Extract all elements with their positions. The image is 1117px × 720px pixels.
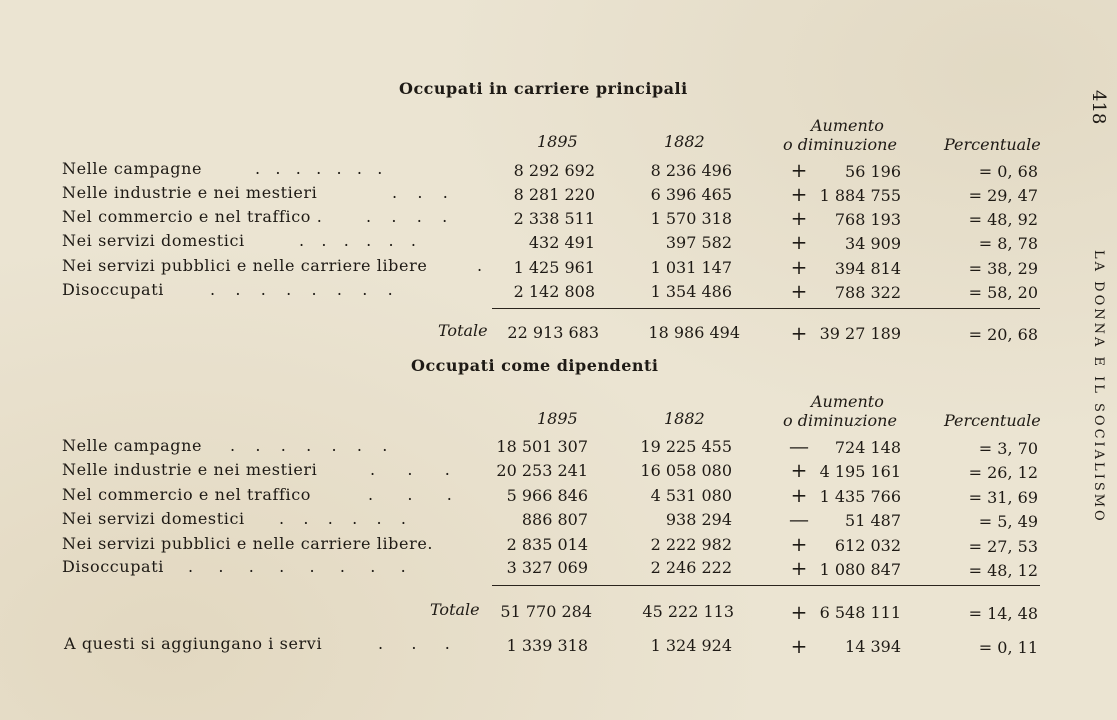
percent-value: = 5, 49: [978, 512, 1038, 531]
row-leader-dots: . . .: [370, 460, 451, 479]
row-label: Nel commercio e nel traffico .: [62, 207, 323, 226]
section-title: Occupati come dipendenti: [411, 356, 659, 375]
percent-value: = 31, 69: [968, 488, 1038, 507]
change-value: 1 435 766: [819, 487, 901, 506]
change-value: 1 080 847: [819, 560, 901, 579]
row-label: Disoccupati: [62, 280, 164, 299]
col-header-1895: 1895: [537, 409, 578, 428]
col-header-change-l1: Aumento: [811, 392, 884, 411]
row-leader-dots: .: [477, 256, 483, 275]
row-leader-dots: . . . . . . .: [255, 159, 383, 178]
change-value: 788 322: [834, 283, 901, 302]
percent-value: = 3, 70: [978, 439, 1038, 458]
row-label: Disoccupati: [62, 557, 164, 576]
change-value: 394 814: [834, 259, 901, 278]
value-1882: 397 582: [665, 233, 732, 252]
row-leader-dots: . . .: [392, 183, 449, 202]
col-header-1895: 1895: [537, 132, 578, 151]
row-label: Nelle industrie e nei mestieri: [62, 460, 318, 479]
change-value: 724 148: [834, 438, 901, 457]
total-1882: 45 222 113: [642, 602, 734, 621]
row-leader-dots: . . .: [378, 634, 451, 653]
value-1882: 1 354 486: [650, 282, 732, 301]
change-sign: +: [790, 483, 808, 507]
value-1882: 4 531 080: [650, 486, 732, 505]
value-1882: 1 570 318: [650, 209, 732, 228]
value-1882: 8 236 496: [650, 161, 732, 180]
col-header-pct: Percentuale: [944, 411, 1041, 430]
total-label: Totale: [430, 600, 480, 619]
col-header-pct: Percentuale: [944, 135, 1041, 154]
row-label: Nei servizi domestici: [62, 231, 245, 250]
value-1882: 938 294: [665, 510, 732, 529]
value-1895: 20 253 241: [496, 461, 588, 480]
row-leader-dots: . . . . . . . .: [188, 557, 407, 576]
col-header-change-l2: o diminuzione: [783, 411, 897, 430]
total-1882: 18 986 494: [648, 323, 740, 342]
value-1895: 8 281 220: [513, 185, 595, 204]
value-1895: 5 966 846: [506, 486, 588, 505]
running-head: LA DONNA E IL SOCIALISMO: [1091, 250, 1106, 524]
change-sign: +: [790, 206, 808, 230]
value-1895: 8 292 692: [513, 161, 595, 180]
page-number: 418: [1088, 90, 1109, 125]
value-1882: 2 246 222: [650, 558, 732, 577]
change-sign: +: [790, 230, 808, 254]
change-value: 4 195 161: [819, 462, 901, 481]
change-value: 34 909: [845, 234, 901, 253]
change-sign: +: [790, 556, 808, 580]
change-sign: +: [790, 255, 808, 279]
change-sign: +: [790, 182, 808, 206]
value-1895: 432 491: [528, 233, 595, 252]
value-1895: 1 425 961: [513, 258, 595, 277]
value-1895: 2 142 808: [513, 282, 595, 301]
row-leader-dots: . . .: [368, 485, 453, 504]
row-leader-dots: . . . . . . .: [230, 436, 388, 455]
total-change: 39 27 189: [819, 324, 901, 343]
change-value: 1 884 755: [819, 186, 901, 205]
total-1895: 51 770 284: [500, 602, 592, 621]
percent-value: = 38, 29: [968, 259, 1038, 278]
value-1895: 18 501 307: [496, 437, 588, 456]
change-value: 768 193: [834, 210, 901, 229]
percent-value: = 8, 78: [978, 234, 1038, 253]
col-header-1882: 1882: [664, 409, 705, 428]
value-1882: 19 225 455: [640, 437, 732, 456]
total-rule: [492, 585, 1040, 586]
change-sign: —: [789, 507, 809, 531]
percent-value: = 48, 12: [968, 561, 1038, 580]
percent-value: = 27, 53: [968, 537, 1038, 556]
percent-value: = 26, 12: [968, 463, 1038, 482]
value-1895: 3 327 069: [506, 558, 588, 577]
value-1882: 2 222 982: [650, 535, 732, 554]
value-1895: 2 835 014: [506, 535, 588, 554]
change-sign: +: [790, 634, 808, 658]
change-value: 612 032: [834, 536, 901, 555]
row-label: A questi si aggiungano i servi: [64, 634, 323, 653]
col-header-1882: 1882: [664, 132, 705, 151]
percent-value: = 58, 20: [968, 283, 1038, 302]
percent-value: = 0, 11: [978, 638, 1038, 657]
change-sign: +: [790, 600, 808, 624]
value-1895: 2 338 511: [513, 209, 595, 228]
change-sign: +: [790, 458, 808, 482]
total-percent: = 14, 48: [968, 604, 1038, 623]
total-change: 6 548 111: [819, 603, 901, 622]
col-header-change-l2: o diminuzione: [783, 135, 897, 154]
row-leader-dots: . . . .: [366, 207, 448, 226]
value-1882: 6 396 465: [650, 185, 732, 204]
value-1882: 1 324 924: [650, 636, 732, 655]
row-leader-dots: . . . . . .: [299, 231, 417, 250]
value-1882: 1 031 147: [650, 258, 732, 277]
change-sign: +: [790, 321, 808, 345]
total-percent: = 20, 68: [968, 325, 1038, 344]
row-label: Nel commercio e nel traffico: [62, 485, 312, 504]
change-sign: +: [790, 158, 808, 182]
row-leader-dots: . . . . . . . .: [210, 280, 394, 299]
percent-value: = 48, 92: [968, 210, 1038, 229]
change-sign: +: [790, 532, 808, 556]
section-title: Occupati in carriere principali: [399, 79, 688, 98]
percent-value: = 0, 68: [978, 162, 1038, 181]
change-sign: +: [790, 279, 808, 303]
change-sign: —: [789, 434, 809, 458]
value-1882: 16 058 080: [640, 461, 732, 480]
row-label: Nei servizi domestici: [62, 509, 245, 528]
col-header-change-l1: Aumento: [811, 116, 884, 135]
row-label: Nei servizi pubblici e nelle carriere libere.: [62, 534, 434, 553]
row-label: Nelle campagne: [62, 436, 203, 455]
row-label: Nelle campagne: [62, 159, 203, 178]
row-label: Nelle industrie e nei mestieri: [62, 183, 318, 202]
percent-value: = 29, 47: [968, 186, 1038, 205]
value-1895: 1 339 318: [506, 636, 588, 655]
row-leader-dots: . . . . . .: [279, 509, 407, 528]
change-value: 51 487: [845, 511, 901, 530]
value-1895: 886 807: [521, 510, 588, 529]
total-1895: 22 913 683: [507, 323, 599, 342]
change-value: 56 196: [845, 162, 901, 181]
total-label: Totale: [438, 321, 488, 340]
total-rule: [492, 308, 1040, 309]
row-label: Nei servizi pubblici e nelle carriere libere: [62, 256, 428, 275]
change-value: 14 394: [845, 637, 901, 656]
